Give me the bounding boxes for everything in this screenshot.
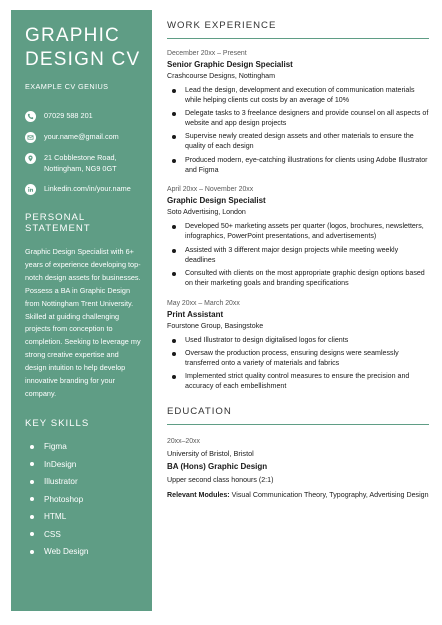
skill-item [25, 525, 141, 543]
responsibility-item: Implemented strict quality control measures to ensure the precision and accuracy of each embellishment [167, 372, 429, 392]
responsibility-item: Assisted with 3 different major design projects while meeting weekly deadlines [167, 246, 429, 266]
skill-item [25, 543, 141, 561]
education-dates: 20xx–20xx [167, 437, 200, 445]
modules-label: Relevant Modules: [167, 490, 230, 499]
skill-item [25, 490, 141, 508]
education-heading: EDUCATION [167, 405, 232, 417]
linkedin-url[interactable]: Linkedin.com/in/your.name [44, 184, 131, 193]
skill-label: HTML [44, 512, 67, 522]
contact-list [25, 110, 141, 195]
relevant-modules [167, 489, 429, 501]
responsibility-item: Developed 50+ marketing assets per quarter (logos, brochures, newsletters, infographics, PowerPoint presentations, and advertisements) [167, 222, 429, 242]
degree-honours: Upper second class honours (2:1) [167, 475, 274, 484]
name-line-1: GRAPHIC [25, 25, 120, 46]
section-divider [167, 38, 429, 39]
responsibility-item: Oversaw the production process, ensuring designs were seamlessly transferred onto a variety of materials and fabrics [167, 349, 429, 369]
job-entry [167, 300, 429, 392]
job-entry [167, 50, 429, 175]
job-responsibilities [167, 222, 429, 288]
responsibility-item: Consulted with clients on the most appropriate graphic design options based on their marketing goals and branding specifications [167, 269, 429, 289]
contact-phone [25, 110, 141, 122]
work-experience-section [167, 20, 429, 392]
contact-address [25, 152, 141, 174]
work-experience-heading: WORK EXPERIENCE [167, 20, 277, 31]
degree-title: BA (Hons) Graphic Design [167, 461, 268, 471]
modules-list: Visual Communication Theory, Typography, Advertising Design [229, 490, 429, 499]
bullet-icon [30, 550, 34, 554]
responsibility-item: Lead the design, development and execution of communication materials while helping clients cut costs by an average of 10% [167, 86, 429, 106]
job-entry [167, 186, 429, 288]
job-dates: December 20xx – Present [167, 50, 247, 57]
skill-label: Photoshop [44, 494, 84, 504]
skill-label: Figma [44, 442, 67, 452]
job-responsibilities [167, 86, 429, 175]
bullet-icon [30, 445, 34, 449]
linkedin-icon [25, 184, 36, 195]
phone-icon [25, 111, 36, 122]
skill-label: Illustrator [44, 477, 78, 487]
postal-address [44, 152, 117, 174]
responsibility-item: Delegate tasks to 3 freelance designers and provide counsel on all aspects of website and app design projects [167, 109, 429, 129]
candidate-name [25, 24, 141, 72]
job-responsibilities [167, 336, 429, 392]
job-company: Soto Advertising, London [167, 208, 246, 217]
cv-subtitle: EXAMPLE CV GENIUS [25, 82, 109, 91]
responsibility-item: Used Illustrator to design digitalised logos for clients [167, 336, 429, 346]
phone-number[interactable]: 07029 588 201 [44, 111, 93, 120]
main-content [167, 20, 429, 501]
bullet-icon [30, 532, 34, 536]
bullet-icon [30, 515, 34, 519]
key-skills-heading: KEY SKILLS [25, 417, 90, 429]
skill-item [25, 455, 141, 473]
contact-linkedin [25, 183, 141, 195]
key-skills-list [25, 438, 141, 561]
address-line-1: 21 Cobblestone Road, [44, 153, 117, 162]
job-company: Crashcourse Designs, Nottingham [167, 72, 276, 80]
sidebar [11, 10, 152, 611]
responsibility-item: Supervise newly created design assets and other materials to ensure the quality of each design [167, 132, 429, 152]
job-dates: April 20xx – November 20xx [167, 186, 254, 194]
job-dates: May 20xx – March 20xx [167, 299, 240, 307]
email-address[interactable]: your.name@gmail.com [44, 132, 119, 141]
job-company: Fourstone Group, Basingstoke [167, 321, 264, 330]
skill-item [25, 473, 141, 491]
email-icon [25, 132, 36, 143]
job-title: Print Assistant [167, 309, 224, 319]
skill-label: InDesign [44, 459, 77, 469]
bullet-icon [30, 480, 34, 484]
skill-label: CSS [44, 529, 61, 539]
skill-label: Web Design [44, 547, 89, 557]
personal-statement-text: Graphic Design Specialist with 6+ years of experience developing top-notch design assets for businesses. Possess a BA in Graphic Design from Nottingham Trent University. Skilled at guiding challenging projects from conception to completion. Seeking to leverage my strong creative expertise and design intuition to help develop innovative branding for your company. [25, 247, 141, 398]
skill-item [25, 508, 141, 526]
bullet-icon [30, 462, 34, 466]
personal-statement-heading: PERSONAL STATEMENT [25, 212, 91, 234]
education-section [167, 406, 429, 501]
contact-email [25, 131, 141, 143]
address-line-2: Nottingham, NG9 0GT [44, 164, 117, 173]
location-pin-icon [25, 153, 36, 164]
name-line-2: DESIGN CV [25, 49, 141, 70]
university-name: University of Bristol, Bristol [167, 448, 254, 458]
bullet-icon [30, 497, 34, 501]
section-divider [167, 424, 429, 425]
job-title: Senior Graphic Design Specialist [167, 60, 293, 69]
job-title: Graphic Design Specialist [167, 196, 266, 206]
skill-item [25, 438, 141, 456]
responsibility-item: Produced modern, eye-catching illustrations for clients using Adobe Illustrator and Figma [167, 156, 429, 176]
